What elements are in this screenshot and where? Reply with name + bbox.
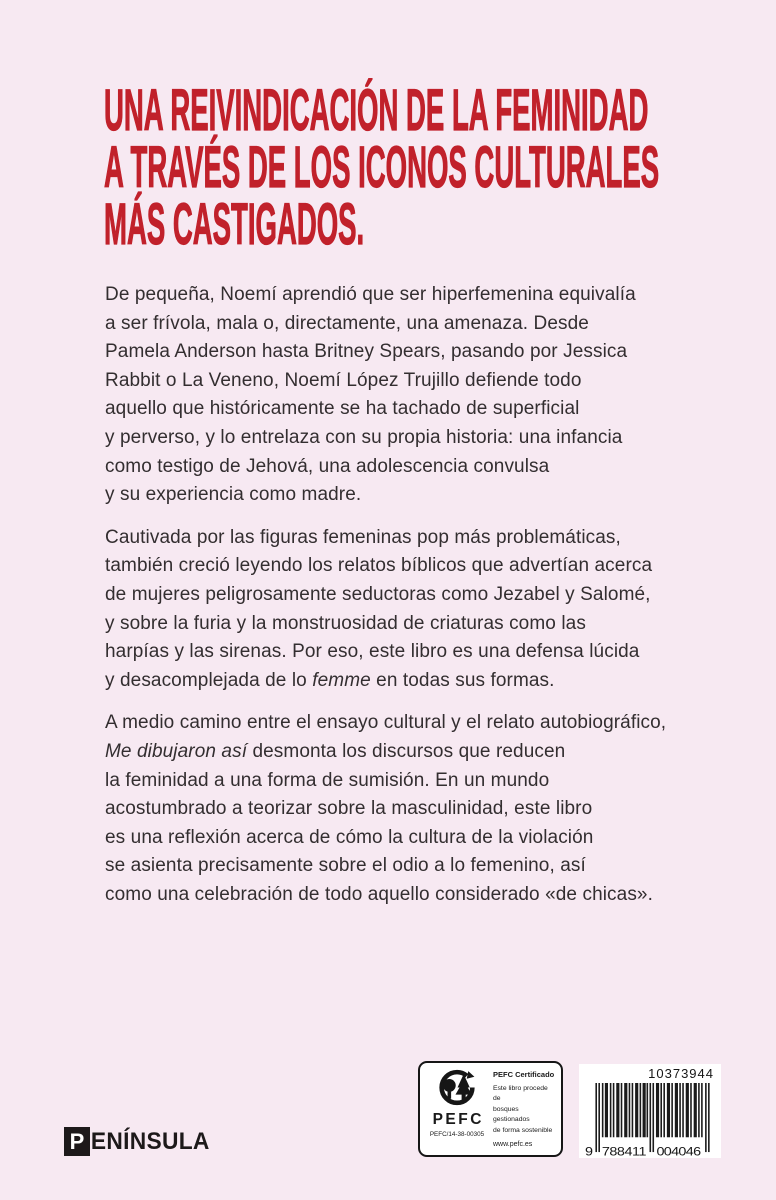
text-line: y perverso, y lo entrelaza con su propia historia: una infancia — [105, 426, 623, 448]
pefc-url: www.pefc.es — [493, 1141, 533, 1148]
text-line: y desacomplejada de lo femme en todas sus formas. — [105, 669, 555, 691]
publisher-logo-mark — [64, 1127, 90, 1156]
isbn-digit-group-2: 004046 — [656, 1144, 702, 1157]
text-line: aquello que históricamente se ha tachado de superficial — [105, 398, 580, 420]
isbn-digit-first: 9 — [585, 1144, 593, 1157]
synopsis — [105, 281, 666, 923]
text-line: como una celebración de todo aquello considerado «de chicas». — [105, 883, 653, 905]
text-line: Rabbit o La Veneno, Noemí López Trujillo defiende todo — [105, 369, 582, 391]
pefc-certification-label — [418, 1061, 563, 1157]
barcode-top-number: 10373944 — [648, 1066, 714, 1081]
publisher-name: ENÍNSULA — [90, 1128, 210, 1155]
text-line: la feminidad a una forma de sumisión. En un mundo — [105, 769, 550, 791]
text-line: A TRAVÉS DE LOS ICONOS CULTURALES — [104, 135, 660, 200]
text-line: UNA REIVINDICACIÓN DE LA FEMINIDAD — [104, 78, 649, 143]
pefc-certified-label: PEFC Certificado — [493, 1070, 555, 1079]
headline — [104, 78, 660, 257]
publisher-initial: P — [69, 1129, 85, 1154]
text-line: MÁS CASTIGADOS. — [104, 192, 365, 257]
synopsis-paragraph-2 — [105, 524, 666, 696]
publisher-logo — [64, 1127, 219, 1156]
text-line: acostumbrado a teorizar sobre la masculinidad, este libro — [105, 798, 593, 820]
synopsis-paragraph-1 — [105, 281, 666, 510]
text-line: es una reflexión acerca de cómo la cultura de la violación — [105, 826, 594, 848]
text-line: Pamela Anderson hasta Britney Spears, pasando por Jessica — [105, 341, 628, 363]
text-line: de mujeres peligrosamente seductoras como Jezabel y Salomé, — [105, 583, 651, 605]
text-line: Cautivada por las figuras femeninas pop más problemáticas, — [105, 526, 621, 548]
text-line: Este libro procede de — [493, 1084, 548, 1103]
text-line: también creció leyendo los relatos bíblicos que advertían acerca — [105, 555, 653, 577]
pefc-wordmark: PEFC — [432, 1111, 484, 1128]
text-line: como testigo de Jehová, una adolescencia convulsa — [105, 455, 550, 477]
text-line: a ser frívola, mala o, directamente, una amenaza. Desde — [105, 312, 589, 334]
text-line: Me dibujaron así desmonta los discursos que reducen — [105, 740, 566, 762]
barcode — [579, 1064, 721, 1158]
text-line: De pequeña, Noemí aprendió que ser hiperfemenina equivalía — [105, 284, 636, 305]
synopsis-paragraph-3 — [105, 709, 666, 909]
text-line: y sobre la furia y la monstruosidad de criaturas como las — [105, 612, 586, 634]
pefc-license-number: PEFC/14-38-00305 — [429, 1131, 485, 1138]
ean-barcode-icon — [585, 1083, 714, 1157]
pefc-claim-text — [493, 1084, 555, 1137]
isbn-digit-group-1: 788411 — [601, 1144, 647, 1157]
text-line: se asienta precisamente sobre el odio a lo femenino, así — [105, 855, 586, 877]
text-line: de forma sostenible — [493, 1126, 553, 1134]
text-line: y su experiencia como madre. — [105, 484, 362, 506]
pefc-text-column — [489, 1067, 555, 1150]
text-line: bosques gestionados — [493, 1105, 530, 1124]
text-line: A medio camino entre el ensayo cultural y el relato autobiográfico, — [105, 712, 667, 734]
pefc-trees-icon — [431, 1067, 483, 1111]
text-line: harpías y las sirenas. Por eso, este libro es una defensa lúcida — [105, 641, 640, 663]
pefc-logo-column — [425, 1067, 489, 1150]
